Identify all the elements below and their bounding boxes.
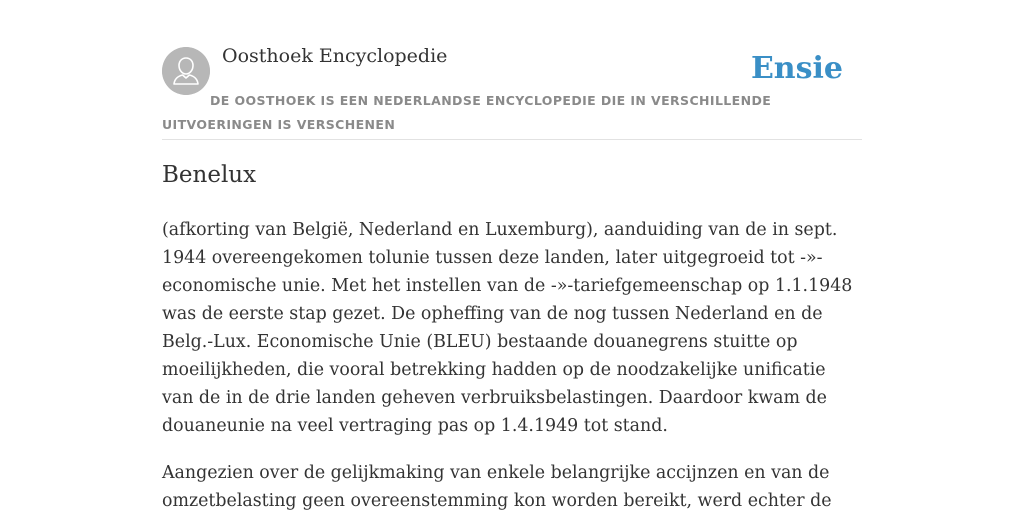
brand-logo[interactable]: Ensie [750, 51, 843, 86]
site-header [162, 0, 862, 140]
user-icon[interactable] [162, 47, 210, 95]
site-tagline: DE OOSTHOEK IS EEN NEDERLANDSE ENCYCLOPEDIE DIE IN VERSCHILLENDE UITVOERINGEN IS VERSCHENEN [162, 93, 772, 132]
article-paragraph: (afkorting van België, Nederland en Luxemburg), aanduiding van de in sept. 1944 overeengekomen tolunie tussen deze landen, later uitgegroeid tot -»-economische unie. Met het instellen van de -»-tariefgemeenschap op 1.1.1948 was de eerste stap gezet. De opheffing van de nog tussen Nederland en de Belg.-Lux. Economische Unie (BLEU) bestaande douanegrens stuitte op moeilijkheden, die vooral betrekking hadden op de noodzakelijke unificatie van de in de drie landen geheven verbruiksbelastingen. Daardoor kwam de douaneunie na veel vertraging pas op 1.4.1949 tot stand. [162, 220, 853, 436]
article-paragraph: Aangezien over de gelijkmaking van enkele belangrijke accijnzen en van de omzetbelasting geen overeenstemming kon worden bereikt, werd echter de [162, 463, 832, 511]
article-body [162, 216, 862, 512]
article-title: Benelux [162, 162, 257, 188]
content-container [162, 0, 862, 511]
site-title[interactable]: Oosthoek Encyclopedie [222, 45, 448, 67]
